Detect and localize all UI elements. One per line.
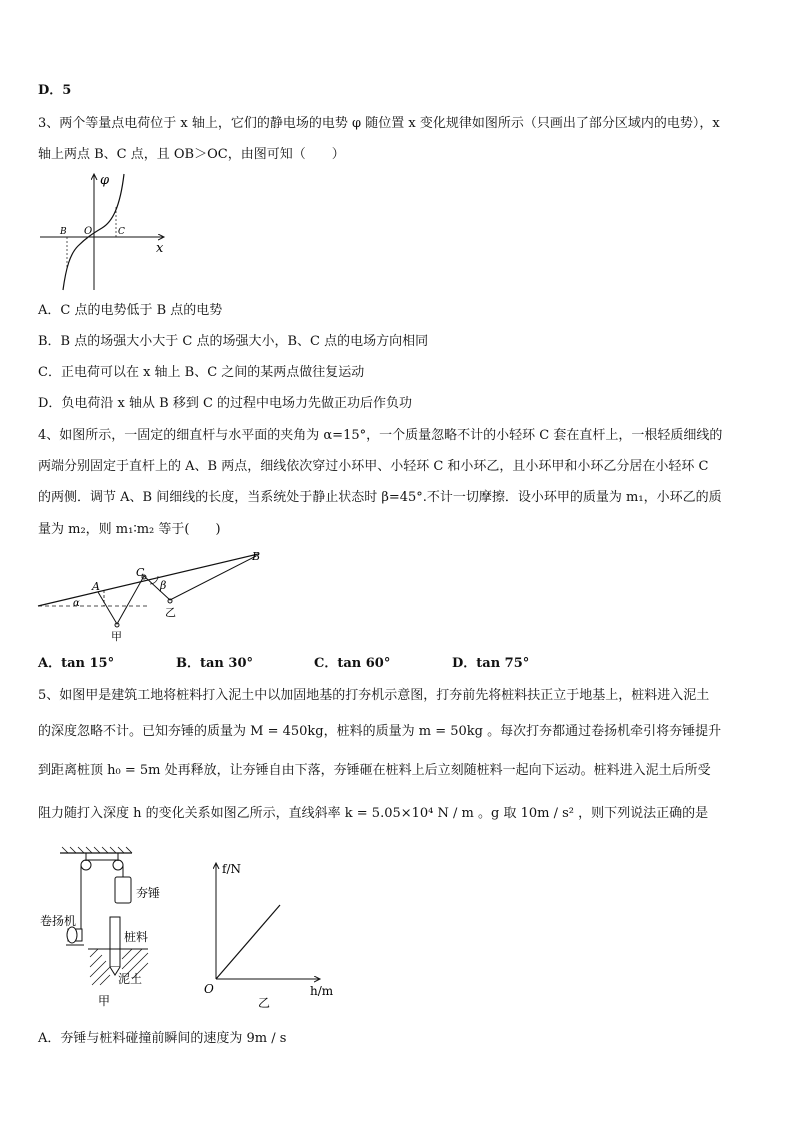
q4-label-beta: β — [160, 579, 167, 592]
q5-label-hammer: 夯锤 — [136, 886, 161, 900]
q3-label-c: C — [118, 227, 125, 237]
q4-text-line3: 的两侧．调节 A、B 间细线的长度，当系统处于静止状态时 β=45°.不计一切摩擦．设小环甲的质量为 m₁，小环乙的质 — [38, 490, 722, 505]
q2-option-d: D．5 — [38, 83, 72, 98]
q4-label-jia: 甲 — [111, 630, 122, 643]
q5-resistance-line — [216, 905, 280, 979]
q3-label-phi: φ — [100, 173, 110, 188]
q5-label-pile: 桩料 — [124, 930, 149, 944]
q3-text-line1: 3、两个等量点电荷位于 x 轴上，它们的静电场的电势 φ 随位置 x 变化规律如图所示（只画出了部分区域内的电势），x — [38, 116, 720, 131]
q5-label-f: f/N — [222, 862, 241, 876]
q5-pile-driver-figure — [40, 845, 200, 1013]
q3-potential-graph — [36, 168, 176, 292]
q5-label-origin: O — [204, 982, 214, 996]
q4-option-c: C．tan 60° — [314, 656, 391, 671]
q4-text-line1: 4、如图所示，一固定的细直杆与水平面的夹角为 α=15°，一个质量忽略不计的小轻环 C 套在直杆上，一根轻质细线的 — [38, 428, 723, 443]
q3-option-a: A．C 点的电势低于 B 点的电势 — [38, 303, 223, 318]
q4-label-c: C — [136, 566, 145, 579]
q5-text-line2: 的深度忽略不计。已知夯锤的质量为 M = 450kg，桩料的质量为 m = 50kg 。每次打夯都通过卷扬机牵引将夯锤提升 — [38, 724, 722, 739]
q5-text-line3: 到距离桩顶 h₀ = 5m 处再释放，让夯锤自由下落，夯锤砸在桩料上后立刻随桩料一起向下运动。桩料进入泥土后所受 — [38, 763, 711, 778]
q4-label-alpha: α — [73, 598, 80, 609]
q3-label-b: B — [60, 227, 67, 237]
q5-pulley-right — [113, 860, 123, 870]
q5-caption-yi: 乙 — [258, 996, 271, 1010]
q5-option-a: A．夯锤与桩料碰撞前瞬间的速度为 9m / s — [38, 1031, 287, 1046]
q4-option-d: D．tan 75° — [452, 656, 530, 671]
q3-label-o: O — [84, 226, 93, 237]
q3-text-line2: 轴上两点 B、C 点，且 OB＞OC，由图可知（ ） — [38, 147, 345, 162]
q5-pile — [110, 917, 120, 967]
q4-text-line2: 两端分别固定于直杆上的 A、B 两点，细线依次穿过小环甲、小轻环 C 和小环乙，且小环甲和小环乙分居在小轻环 C — [38, 459, 709, 474]
q4-label-yi: 乙 — [165, 606, 176, 619]
q5-resistance-graph — [196, 855, 346, 1013]
q4-label-b: B — [252, 550, 261, 563]
q3-label-x: x — [156, 241, 164, 256]
q5-label-winch: 卷扬机 — [40, 914, 77, 928]
q5-label-soil: 泥土 — [118, 972, 143, 986]
q5-hammer — [115, 877, 131, 903]
q4-option-a: A．tan 15° — [38, 656, 115, 671]
q5-pulley-left — [81, 860, 91, 870]
q3-option-b: B．B 点的场强大小大于 C 点的场强大小，B、C 点的电场方向相同 — [38, 334, 429, 349]
q5-label-h: h/m — [310, 984, 334, 998]
q4-rod-ring-figure — [36, 546, 266, 646]
q4-thread — [98, 556, 256, 624]
q5-text-line4: 阻力随打入深度 h 的变化关系如图乙所示，直线斜率 k = 5.05×10⁴ N / m 。g 取 10m / s² ，则下列说法正确的是 — [38, 806, 709, 821]
q3-option-c: C．正电荷可以在 x 轴上 B、C 之间的某两点做往复运动 — [38, 365, 365, 380]
q4-text-line4: 量为 m₂，则 m₁∶m₂ 等于( ) — [38, 522, 221, 537]
q4-label-a: A — [92, 580, 100, 593]
q5-caption-jia: 甲 — [98, 994, 111, 1008]
q4-option-b: B．tan 30° — [176, 656, 253, 671]
q5-text-line1: 5、如图甲是建筑工地将桩料打入泥土中以加固地基的打夯机示意图，打夯前先将桩料扶正立于地基上，桩料进入泥土 — [38, 688, 710, 703]
q3-option-d: D．负电荷沿 x 轴从 B 移到 C 的过程中电场力先做正功后作负功 — [38, 396, 413, 411]
